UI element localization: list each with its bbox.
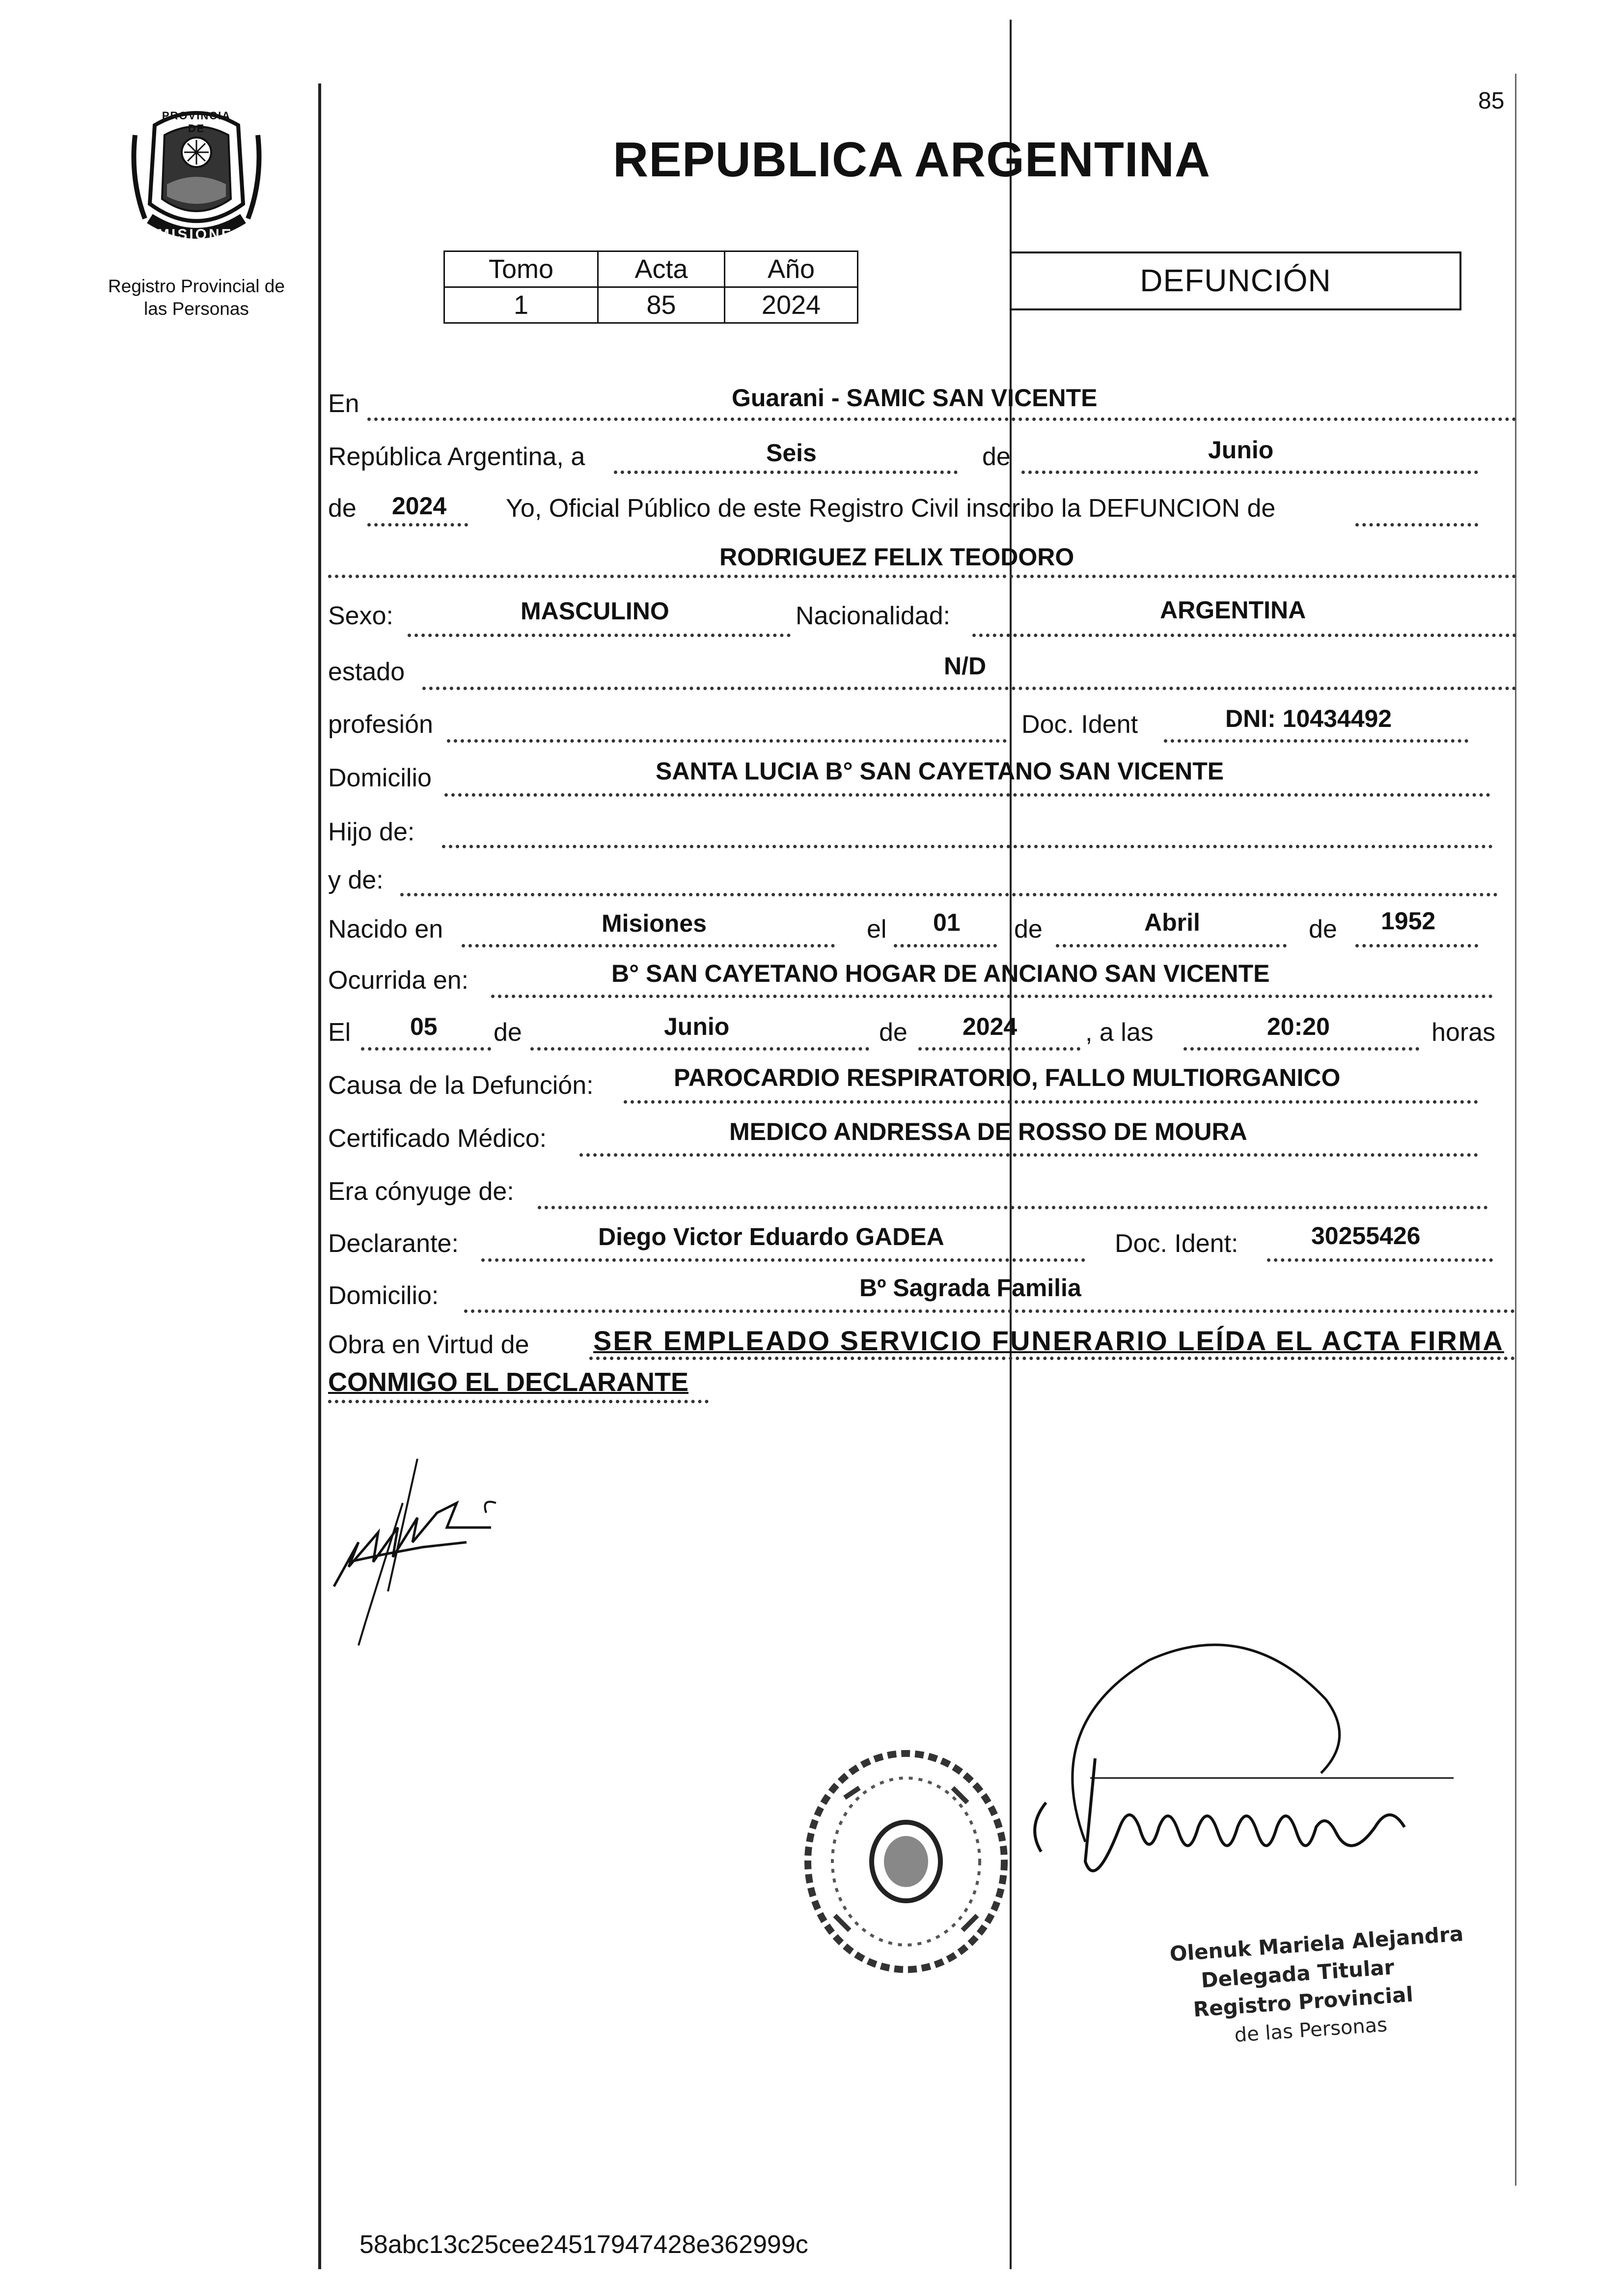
death-year: 2024 <box>963 1013 1018 1040</box>
de2-label: de <box>1014 915 1043 944</box>
birth-year-dotted-line <box>1355 944 1478 947</box>
certificado-label: Certificado Médico: <box>328 1124 547 1153</box>
de4-label: de <box>494 1018 522 1047</box>
month-dotted-line <box>1021 471 1478 474</box>
y-de-label: y de: <box>328 866 384 894</box>
obra-value-line-2: CONMIGO EL DECLARANTE <box>328 1367 689 1397</box>
nacido-label: Nacido en <box>328 915 443 944</box>
domicilio2-value: Bº Sagrada Familia <box>859 1274 1081 1302</box>
obra-dotted-line <box>589 1357 1515 1360</box>
domicilio2-label: Domicilio: <box>328 1281 439 1310</box>
conyuge-label: Era cónyuge de: <box>328 1177 514 1206</box>
doc-dotted-line <box>1164 739 1468 743</box>
name-dotted-line <box>328 575 1516 578</box>
year-dotted-line <box>367 523 468 527</box>
month-value: Junio <box>1208 436 1274 464</box>
domicilio2-dotted-line <box>464 1309 1515 1313</box>
value-ano: 2024 <box>725 287 858 323</box>
ocurrida-dotted-line <box>491 995 1493 998</box>
certificado-value: MEDICO ANDRESSA DE ROSSO DE MOURA <box>729 1118 1247 1145</box>
birth-year: 1952 <box>1381 907 1436 935</box>
official-signature <box>1012 1596 1532 1940</box>
death-month-dotted-line <box>530 1047 869 1051</box>
day-value: Seis <box>766 439 817 467</box>
obra-dotted-line-2 <box>328 1400 709 1403</box>
year-prefix-label: de <box>328 494 357 523</box>
hijo-dotted-line <box>442 845 1493 848</box>
sexo-label: Sexo: <box>328 602 393 630</box>
y-de-dotted-line <box>400 893 1498 896</box>
domicilio-label: Domicilio <box>328 764 432 792</box>
ocurrida-value: B° SAN CAYETANO HOGAR DE ANCIANO SAN VICENTE <box>611 960 1270 987</box>
caption-line-2: las Personas <box>144 299 249 319</box>
declarante-label: Declarante: <box>328 1229 459 1258</box>
sexo-dotted-line <box>408 634 791 637</box>
official-round-seal <box>791 1739 1021 1984</box>
death-time: 20:20 <box>1267 1013 1330 1040</box>
en-value: Guarani - SAMIC SAN VICENTE <box>732 384 1098 412</box>
el2-label: El <box>328 1018 351 1047</box>
de5-label: de <box>879 1018 908 1047</box>
death-day: 05 <box>410 1013 438 1040</box>
causa-label: Causa de la Defunción: <box>328 1071 594 1100</box>
seal-text-top: PROVINCIA DE <box>162 110 231 135</box>
a-las-label: , a las <box>1085 1018 1154 1047</box>
registry-value-row <box>444 287 858 323</box>
domicilio-dotted-line <box>444 793 1490 797</box>
registry-table <box>443 250 858 324</box>
header-tomo: Tomo <box>444 251 598 287</box>
birth-day-dotted-line <box>894 944 997 947</box>
scan-line-left <box>318 83 321 2269</box>
deceased-name: RODRIGUEZ FELIX TEODORO <box>719 543 1074 571</box>
certificado-dotted-line <box>579 1153 1478 1157</box>
birth-month-dotted-line <box>1056 944 1287 947</box>
sexo-value: MASCULINO <box>521 597 669 625</box>
nacionalidad-value: ARGENTINA <box>1160 596 1306 624</box>
death-time-dotted-line <box>1184 1047 1419 1051</box>
death-day-dotted-line <box>361 1047 491 1051</box>
record-type-box: DEFUNCIÓN <box>1010 251 1461 310</box>
document-hash: 58abc13c25cee24517947428e362999c <box>359 2230 808 2259</box>
nacionalidad-dotted-line <box>972 634 1516 637</box>
declarant-signature <box>319 1444 540 1665</box>
republica-label: República Argentina, a <box>328 443 585 471</box>
nacido-value: Misiones <box>602 910 707 937</box>
el-label: el <box>867 915 887 944</box>
doc2-dotted-line <box>1267 1258 1493 1262</box>
doc-value: DNI: 10434492 <box>1225 705 1392 732</box>
estado-label: estado <box>328 658 405 686</box>
en-dotted-line <box>367 417 1516 421</box>
estado-value: N/D <box>944 652 987 680</box>
de3-label: de <box>1309 915 1337 944</box>
death-year-dotted-line <box>918 1047 1080 1051</box>
stamp-line-3: Registro Provincial <box>1192 1982 1414 2022</box>
value-tomo: 1 <box>444 287 598 323</box>
birth-day: 01 <box>933 909 961 936</box>
header-acta: Acta <box>598 251 725 287</box>
hijo-label: Hijo de: <box>328 818 415 846</box>
province-seal-logo <box>125 106 268 253</box>
doc2-value: 30255426 <box>1311 1222 1421 1250</box>
causa-dotted-line <box>624 1100 1478 1104</box>
nacionalidad-label: Nacionalidad: <box>796 602 951 630</box>
profesion-dotted-line <box>447 739 1007 743</box>
inscribo-dotted-line <box>1355 523 1478 527</box>
ocurrida-label: Ocurrida en: <box>328 966 469 995</box>
stamp-line-4: de las Personas <box>1234 2013 1388 2047</box>
horas-label: horas <box>1431 1018 1496 1047</box>
registry-header-row <box>444 251 858 287</box>
death-month: Junio <box>664 1013 730 1040</box>
value-acta: 85 <box>598 287 725 323</box>
birth-month: Abril <box>1144 909 1200 936</box>
domicilio-value: SANTA LUCIA B° SAN CAYETANO SAN VICENTE <box>656 757 1224 785</box>
obra-value-line-1: SER EMPLEADO SERVICIO FUNERARIO LEÍDA EL ACTA FIRMA <box>593 1325 1504 1356</box>
stamp-line-2: Delegada Titular <box>1200 1955 1395 1993</box>
official-stamp <box>1169 1917 1510 2054</box>
year-value: 2024 <box>392 492 447 520</box>
profesion-label: profesión <box>328 710 433 739</box>
registry-caption <box>86 275 307 320</box>
declarante-value: Diego Victor Eduardo GADEA <box>598 1223 944 1251</box>
declarante-dotted-line <box>481 1258 1085 1262</box>
page-title: REPUBLICA ARGENTINA <box>613 132 1211 187</box>
seal-text-bottom: MISIONES <box>157 226 245 243</box>
caption-line-1: Registro Provincial de <box>108 276 285 296</box>
en-label: En <box>328 389 359 418</box>
doc-label: Doc. Ident <box>1021 710 1138 739</box>
de-label: de <box>982 443 1011 471</box>
stamp-line-1: Olenuk Mariela Alejandra <box>1169 1921 1464 1966</box>
causa-value: PAROCARDIO RESPIRATORIO, FALLO MULTIORGANICO <box>674 1064 1341 1091</box>
obra-label: Obra en Virtud de <box>328 1331 529 1359</box>
conyuge-dotted-line <box>538 1206 1488 1209</box>
doc2-label: Doc. Ident: <box>1115 1229 1239 1258</box>
day-dotted-line <box>614 471 958 474</box>
header-ano: Año <box>725 251 858 287</box>
estado-dotted-line <box>422 687 1516 690</box>
page-number: 85 <box>1478 88 1505 114</box>
nacido-dotted-line <box>462 944 835 947</box>
inscribo-text: Yo, Oficial Público de este Registro Civil inscribo la DEFUNCION de <box>506 494 1276 523</box>
